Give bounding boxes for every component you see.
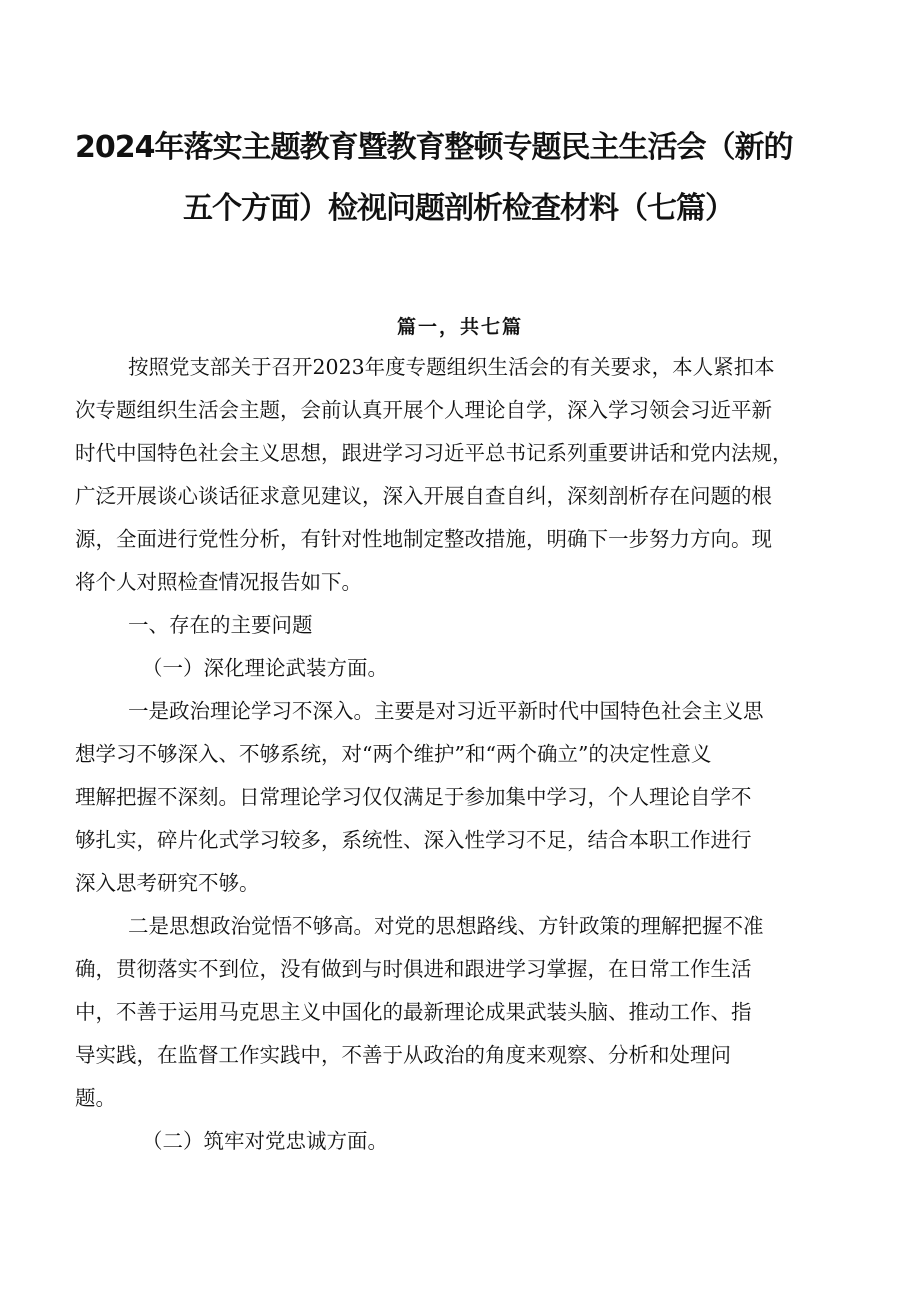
heading-1-sub-2: （二）筑牢对党忠诚方面。 <box>142 1129 388 1153</box>
paragraph-2-line-2: 想学习不够深入、不够系统，对“两个维护”和“两个确立”的决定性意义 <box>75 742 712 766</box>
paragraph-1-line-4: 广泛开展谈心谈话征求意见建议，深入开展自查自纠，深刻剖析存在问题的根 <box>75 484 772 508</box>
heading-1-sub-1: （一）深化理论武装方面。 <box>142 656 388 680</box>
paragraph-2-line-4: 够扎实，碎片化式学习较多，系统性、深入性学习不足，结合本职工作进行 <box>75 828 752 852</box>
paragraph-3-line-2: 确，贯彻落实不到位，没有做到与时俱进和跟进学习掌握，在日常工作生活 <box>75 957 752 981</box>
heading-1: 一、存在的主要问题 <box>128 613 313 637</box>
paragraph-3-line-3: 中，不善于运用马克思主义中国化的最新理论成果武装头脑、推动工作、指 <box>75 1000 752 1024</box>
paragraph-1-line-1: 按照党支部关于召开2023年度专题组织生活会的有关要求，本人紧扣本 <box>128 355 775 379</box>
paragraph-1-line-6: 将个人对照检查情况报告如下。 <box>75 570 362 594</box>
paragraph-2-line-5: 深入思考研究不够。 <box>75 871 260 895</box>
section-subtitle: 篇一，共七篇 <box>396 316 523 338</box>
paragraph-3-line-4: 导实践，在监督工作实践中，不善于从政治的角度来观察、分析和处理问 <box>75 1043 731 1067</box>
paragraph-3-line-5: 题。 <box>75 1086 116 1110</box>
paragraph-3-line-1: 二是思想政治觉悟不够高。对党的思想路线、方针政策的理解把握不准 <box>128 914 764 938</box>
paragraph-1-line-3: 时代中国特色社会主义思想，跟进学习习近平总书记系列重要讲话和党内法规， <box>75 441 793 465</box>
paragraph-2-line-1: 一是政治理论学习不深入。主要是对习近平新时代中国特色社会主义思 <box>128 699 764 723</box>
paragraph-1-line-2: 次专题组织生活会主题，会前认真开展个人理论自学，深入学习领会习近平新 <box>75 398 772 422</box>
document-title-line-1: 2024年落实主题教育暨教育整顿专题民主生活会（新的 <box>75 130 793 165</box>
document-title-line-2: 五个方面）检视问题剖析检查材料（七篇） <box>183 191 734 226</box>
paragraph-2-line-3: 理解把握不深刻。日常理论学习仅仅满足于参加集中学习，个人理论自学不 <box>75 785 752 809</box>
paragraph-1-line-5: 源，全面进行党性分析，有针对性地制定整改措施，明确下一步努力方向。现 <box>75 527 772 551</box>
